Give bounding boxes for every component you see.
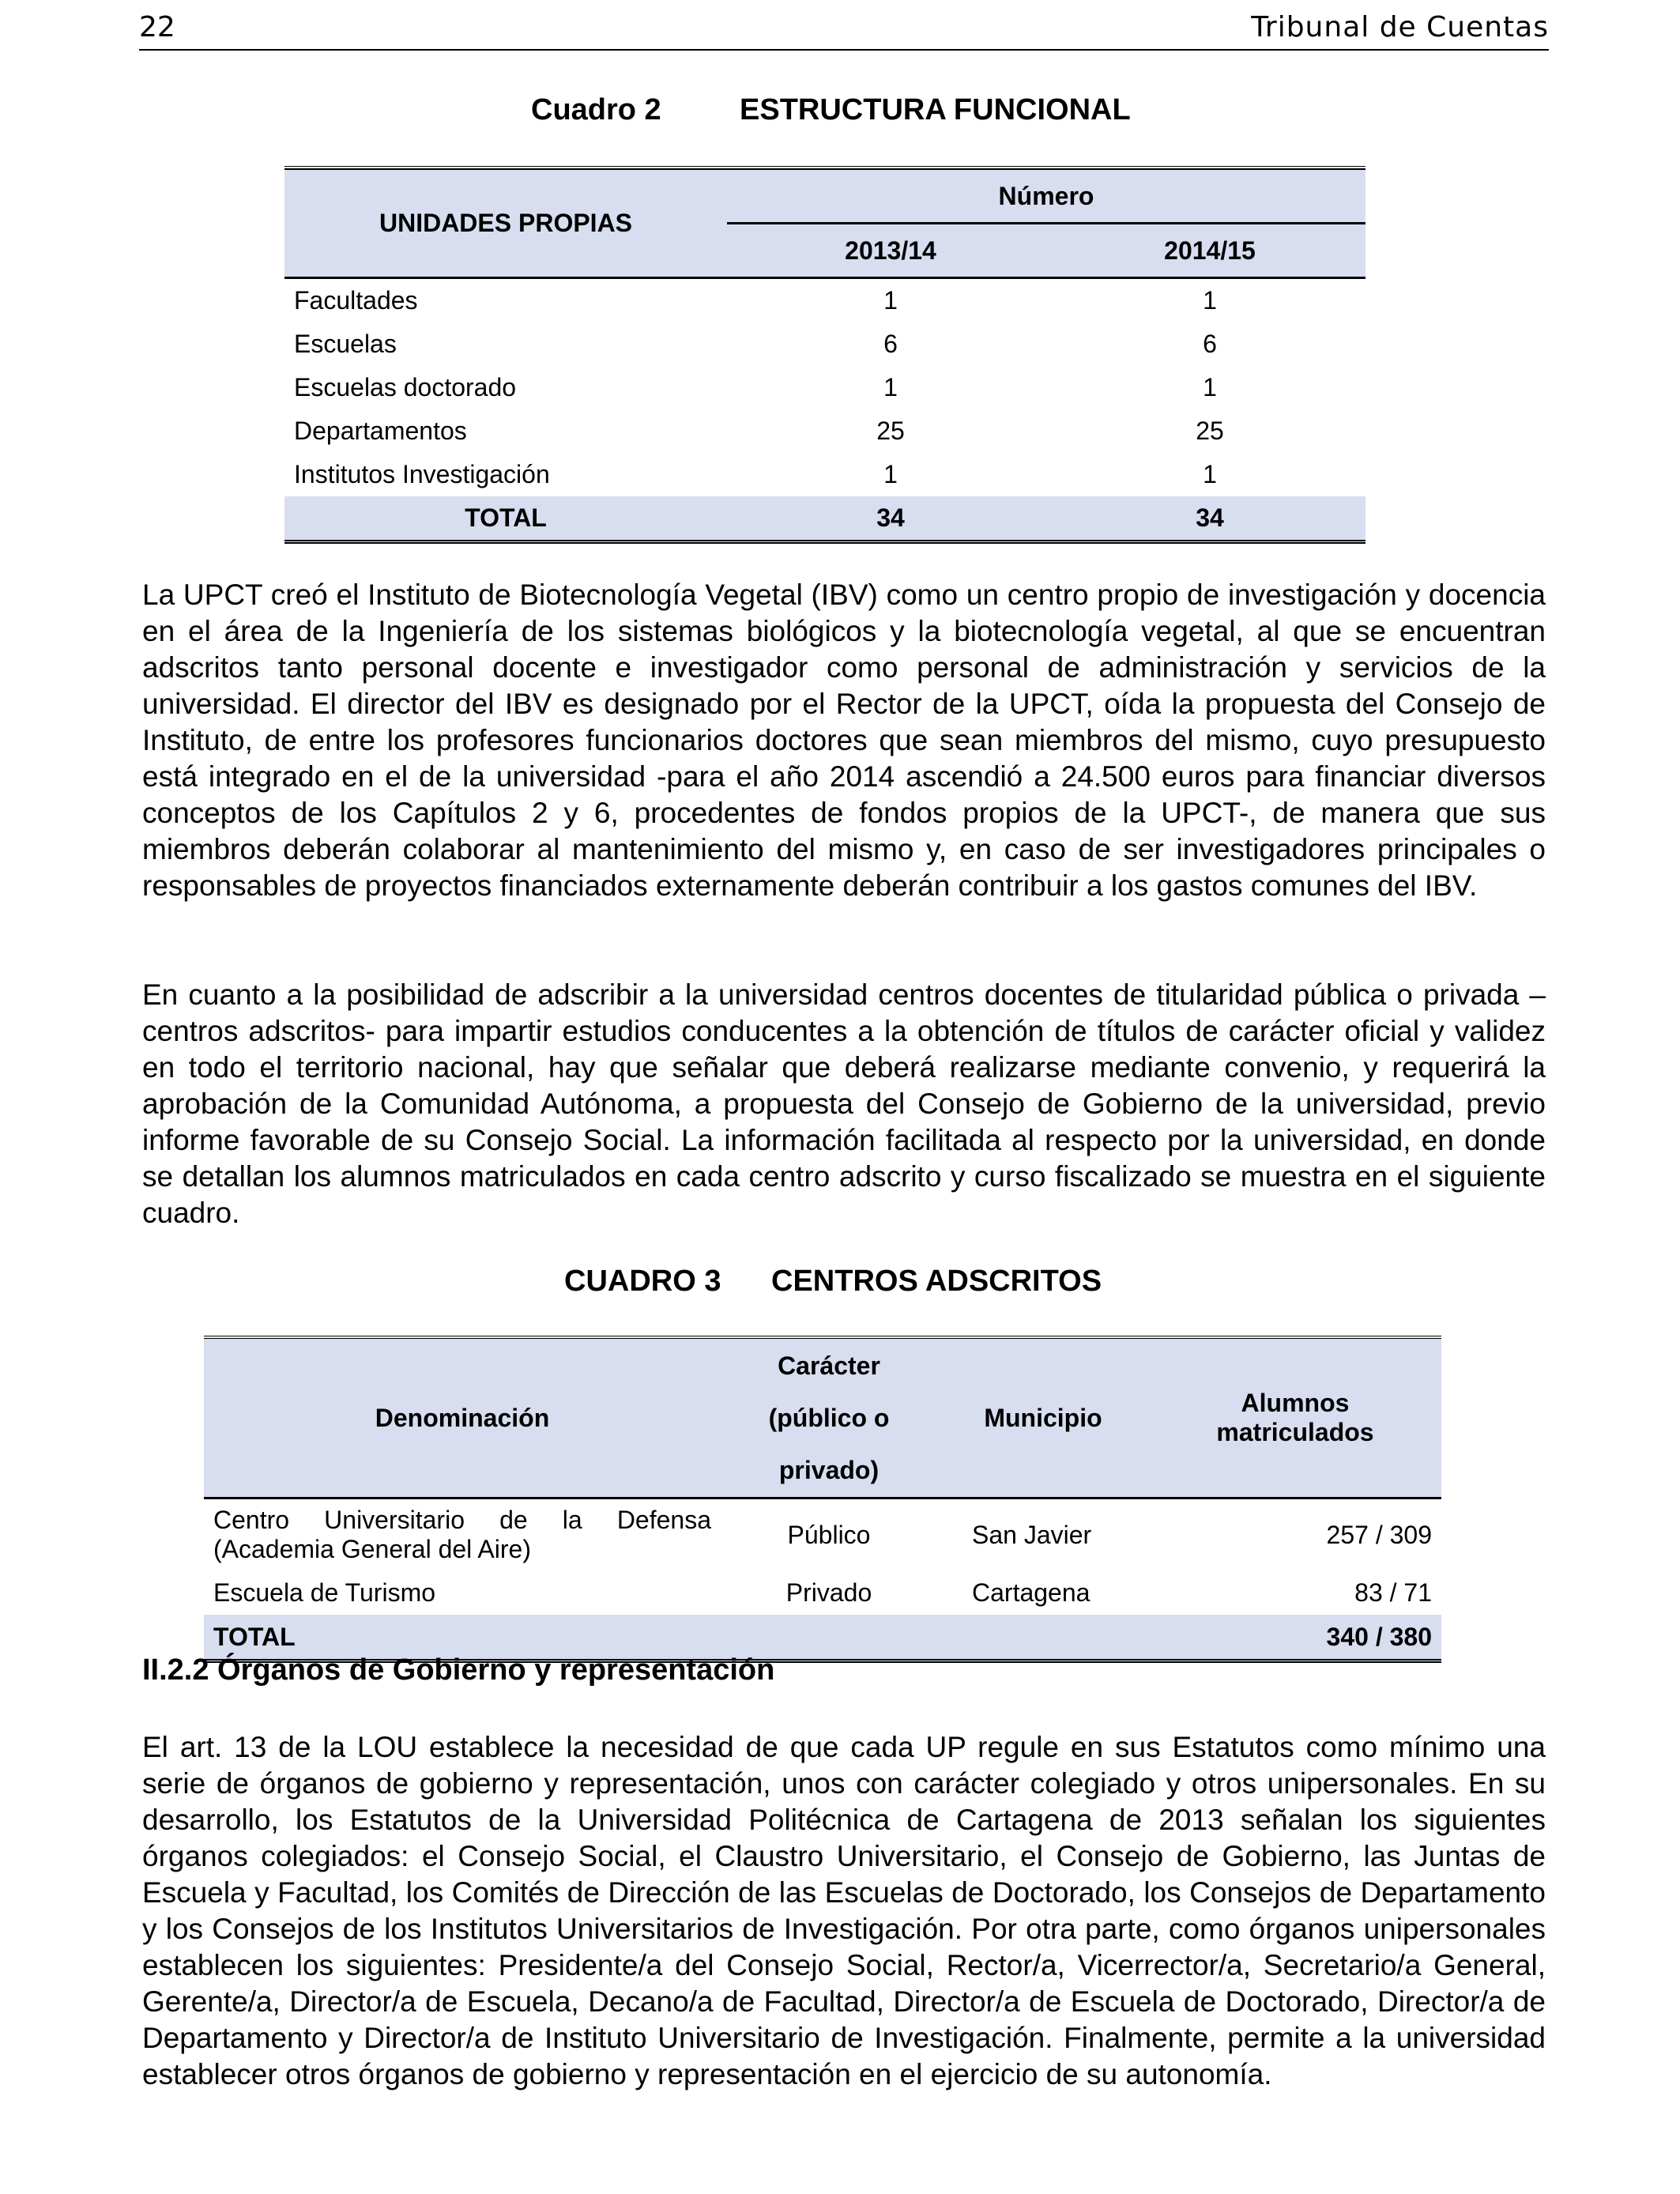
row-value-2014: 1 [1203, 286, 1217, 315]
row-value-2014: 25 [1196, 417, 1224, 445]
running-header-organization: Tribunal de Cuentas [1251, 11, 1549, 43]
row-value-2013: 25 [876, 417, 905, 445]
page-number: 22 [139, 11, 175, 43]
table-row [204, 1498, 1441, 1571]
row-municipio: San Javier [972, 1520, 1092, 1549]
column-header-caracter-line-2: (público o privado) [768, 1404, 890, 1484]
column-header-caracter [721, 1337, 937, 1498]
paragraph-ibv: La UPCT creó el Instituto de Biotecnología Vegetal (IBV) como un centro propio de investigación y docencia en el área de la Ingeniería de los sistemas biológicos y la biotecnología vegetal, al que se encuentran adscritos tanto personal docente e investigador como personal de administración y servicios de la universidad. El director del IBV es designado por el Rector de la UPCT, oída la propuesta del Consejo de Instituto, de entre los profesores funcionarios doctores que sean miembros del mismo, cuyo presupuesto está integrado en el de la universidad -para el año 2014 ascendió a 24.500 euros para financiar diversos conceptos de los Capítulos 2 y 6, procedentes de fondos propios de la UPCT-, de manera que sus miembros deberán colaborar al mantenimiento del mismo y, en caso de ser investigadores principales o responsables de proyectos financiados externamente deberán contribuir a los gastos comunes del IBV. [142, 579, 1546, 902]
total-label: TOTAL [284, 496, 727, 542]
row-caracter: Privado [785, 1578, 872, 1607]
column-header-municipio: Municipio [937, 1337, 1149, 1498]
row-label: Institutos Investigación [294, 460, 550, 488]
cuadro3-title: CENTROS ADSCRITOS [771, 1265, 1102, 1298]
column-header-year-1: 2013/14 [727, 224, 1054, 278]
cuadro3-label: CUADRO 3 [564, 1265, 721, 1298]
header-rule [139, 49, 1549, 51]
row-value-2013: 1 [883, 286, 898, 315]
row-municipio: Cartagena [972, 1578, 1090, 1607]
row-alumnos: 83 / 71 [1354, 1578, 1432, 1607]
total-empty-cell [937, 1615, 1149, 1661]
row-label: Escuelas doctorado [294, 373, 517, 401]
table-row [284, 366, 1365, 409]
row-label: Departamentos [294, 417, 467, 445]
total-value-2013: 34 [727, 496, 1054, 542]
row-label: Escuelas [294, 330, 397, 358]
cuadro2-table [284, 166, 1365, 544]
column-header-unit: UNIDADES PROPIAS [284, 170, 727, 278]
column-header-caracter-line-1: Carácter [778, 1351, 880, 1380]
cuadro2-label: Cuadro 2 [531, 93, 661, 126]
column-header-year-2: 2014/15 [1054, 224, 1365, 278]
column-header-number: Número [727, 170, 1365, 224]
table-row [284, 453, 1365, 496]
row-value-2013: 1 [883, 373, 898, 401]
table-row [284, 409, 1365, 453]
total-label: TOTAL [204, 1615, 721, 1661]
table-row [204, 1570, 1441, 1615]
section-title: II.2.2 Órganos de Gobierno y representación [142, 1653, 775, 1687]
total-row [284, 496, 1365, 542]
paragraph-organos: El art. 13 de la LOU establece la necesidad de que cada UP regule en sus Estatutos como mínimo una serie de órganos de gobierno y representación, unos con carácter colegiado y otros unipersonales. En su desarrollo, los Estatutos de la Universidad Politécnica de Cartagena de 2013 señalan los siguientes órganos colegiados: el Consejo Social, el Claustro Universitario, el Consejo de Gobierno, las Juntas de Escuela y Facultad, los Comités de Dirección de las Escuelas de Doctorado, los Consejos de Departamento y los Consejos de los Institutos Universitarios de Investigación. Por otra parte, como órganos unipersonales establecen los siguientes: Presidente/a del Consejo Social, Rector/a, Vicerrector/a, Secretario/a General, Gerente/a, Director/a de Escuela, Decano/a de Facultad, Director/a de Escuela de Doctorado, Director/a de Departamento y Director/a de Instituto Universitario de Investigación. Finalmente, permite a la universidad establecer otros órganos de gobierno y representación en el ejercicio de su autonomía. [142, 1731, 1546, 2090]
cuadro3-table [204, 1336, 1441, 1663]
row-value-2014: 6 [1203, 330, 1217, 358]
table-row [284, 278, 1365, 323]
cuadro2-title: ESTRUCTURA FUNCIONAL [740, 93, 1131, 126]
column-header-alumnos: Alumnos matriculados [1149, 1337, 1441, 1498]
row-value-2013: 1 [883, 460, 898, 488]
row-value-2014: 1 [1203, 460, 1217, 488]
row-alumnos: 257 / 309 [1326, 1520, 1432, 1549]
row-caracter: Público [787, 1520, 871, 1549]
paragraph-centros-adscritos: En cuanto a la posibilidad de adscribir a la universidad centros docentes de titularidad pública o privada –centros adscritos- para impartir estudios conducentes a la obtención de títulos de carácter oficial y validez en todo el territorio nacional, hay que señalar que deberá realizarse mediante convenio, y requerirá la aprobación de la Comunidad Autónoma, a propuesta del Consejo de Gobierno de la universidad, previo informe favorable de su Consejo Social. La información facilitada al respecto por la universidad, en donde se detallan los alumnos matriculados en cada centro adscrito y curso fiscalizado se muestra en el siguiente cuadro. [142, 978, 1546, 1229]
row-value-2013: 6 [883, 330, 898, 358]
row-value-2014: 1 [1203, 373, 1217, 401]
total-alumnos: 340 / 380 [1149, 1615, 1441, 1661]
table-row [284, 322, 1365, 366]
column-header-denominacion: Denominación [204, 1337, 721, 1498]
total-value-2014: 34 [1054, 496, 1365, 542]
row-denominacion: Centro Universitario de la Defensa (Academia General del Aire) [213, 1506, 711, 1563]
row-denominacion: Escuela de Turismo [213, 1578, 436, 1607]
running-header [139, 11, 1549, 51]
row-label: Facultades [294, 286, 418, 315]
